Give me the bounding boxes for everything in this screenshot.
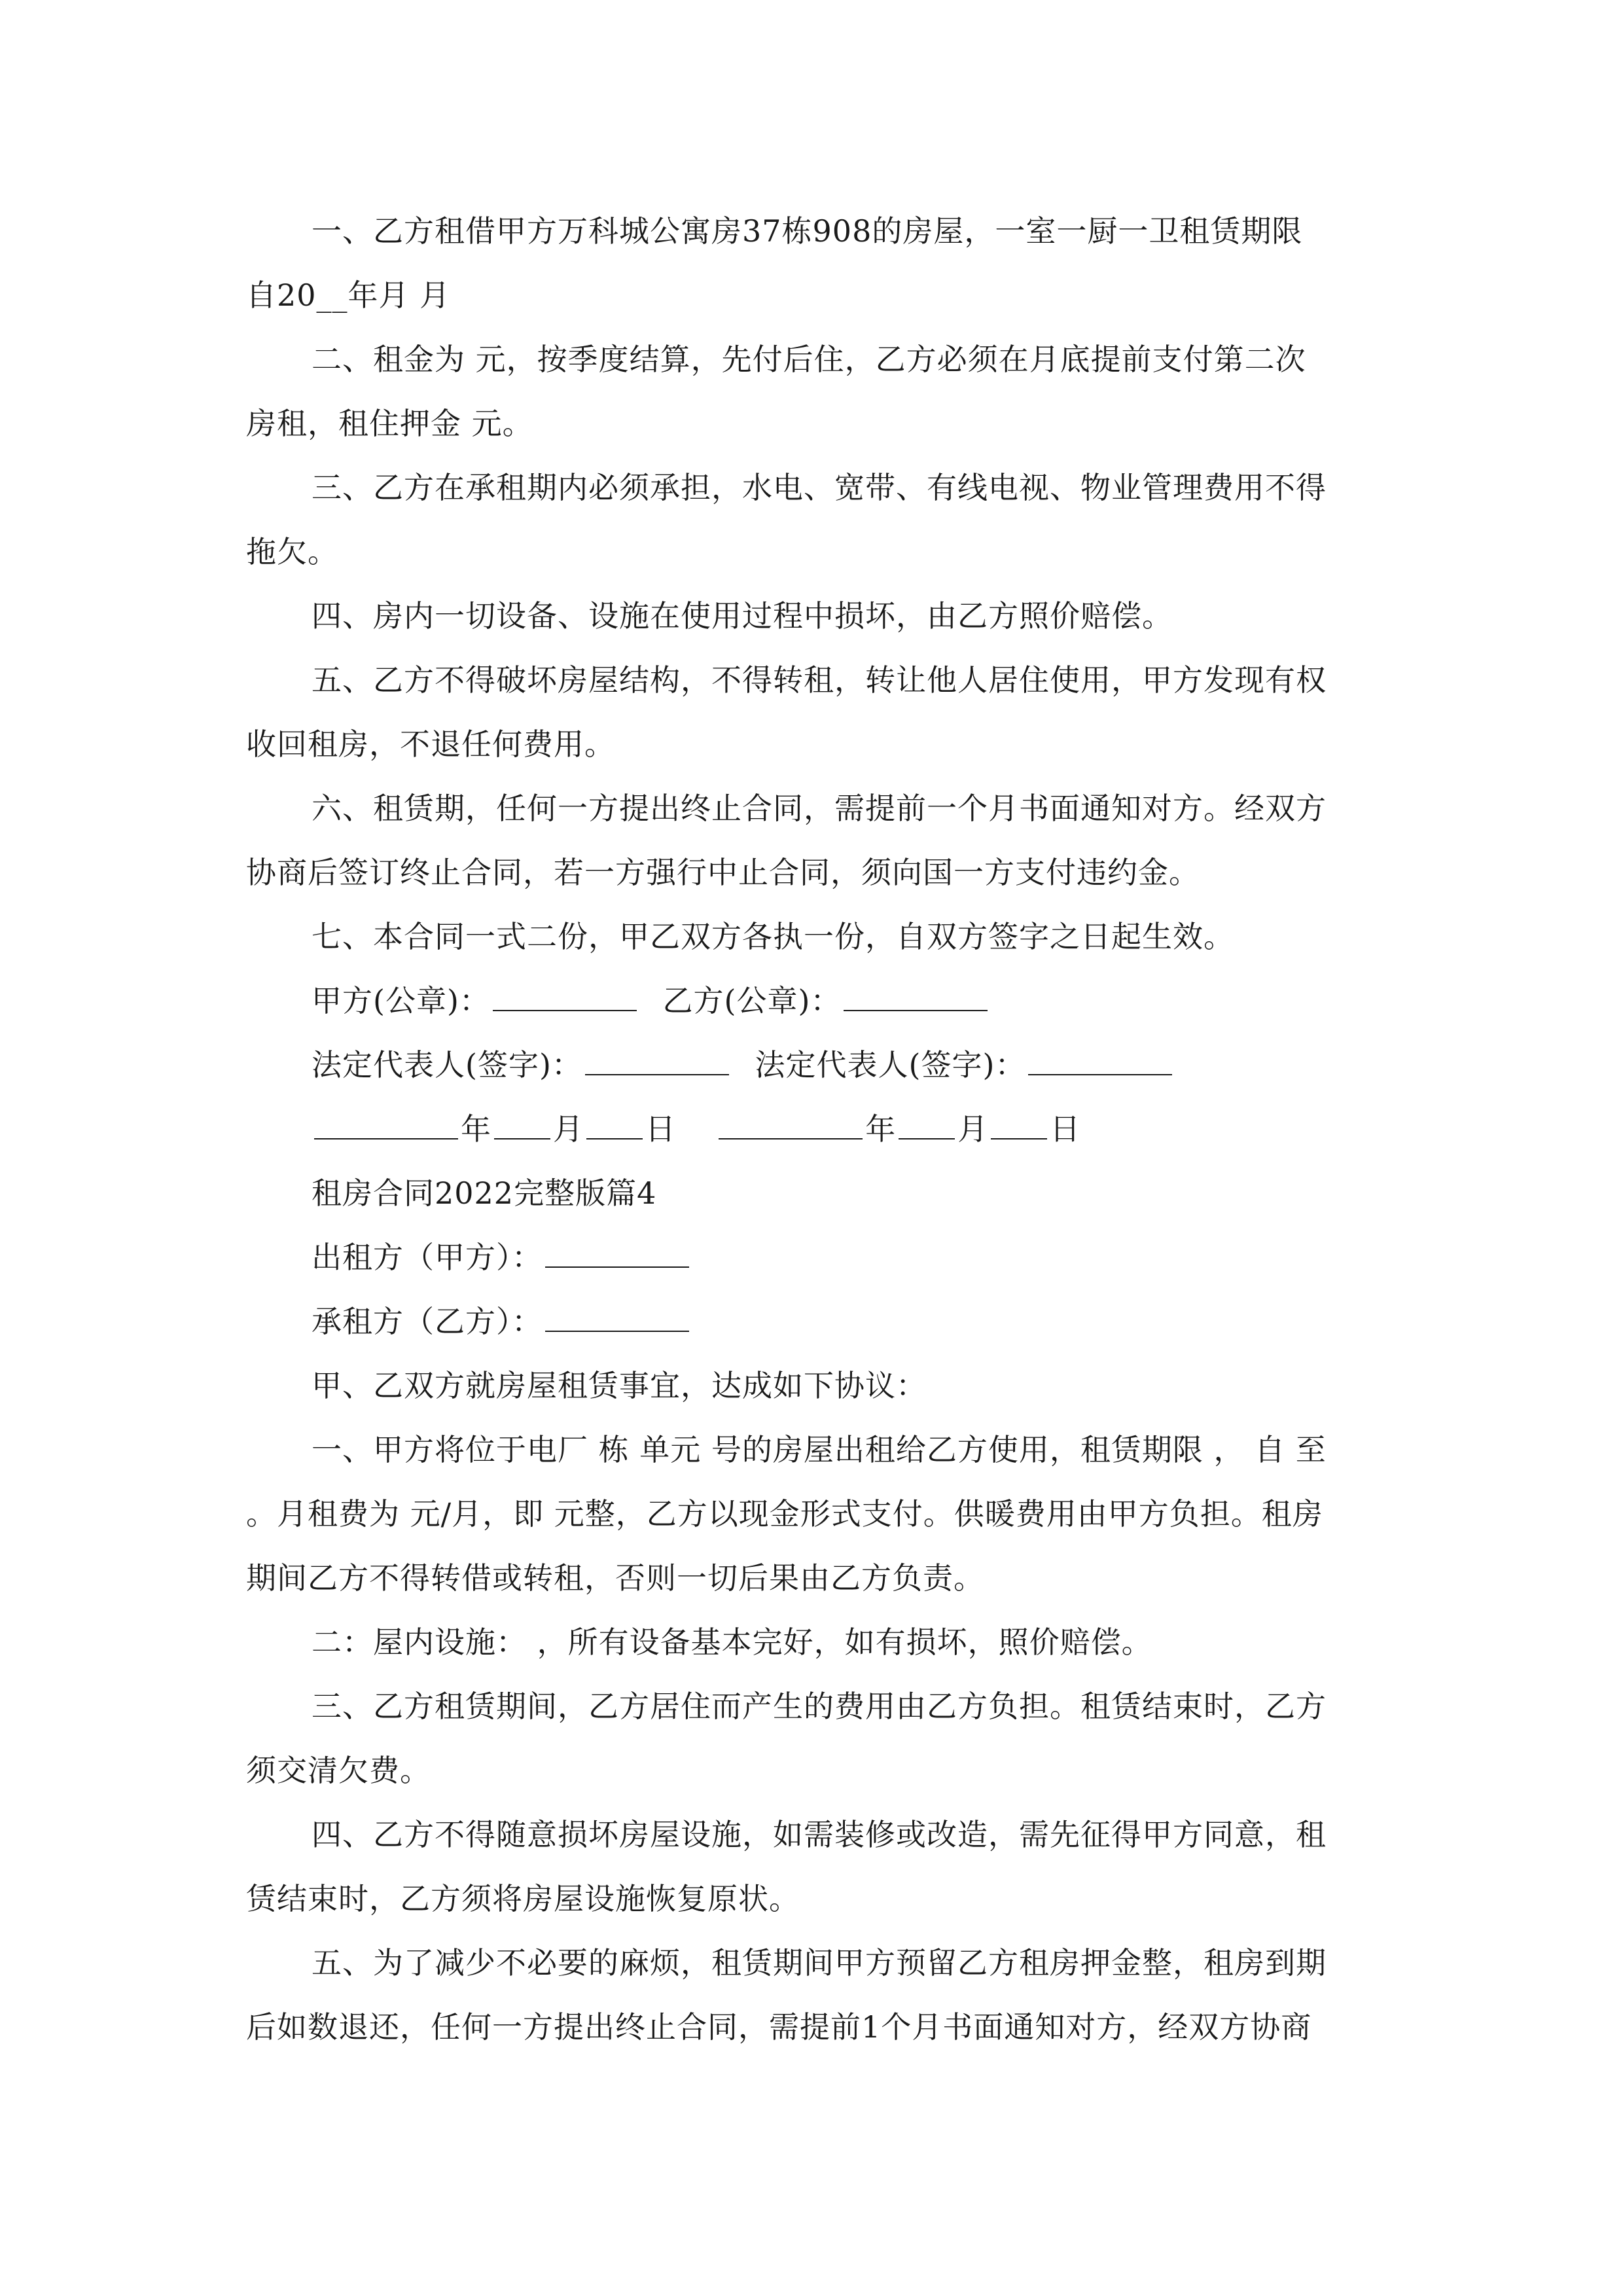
clause-line: 一、甲方将位于电厂 栋 单元 号的房屋出租给乙方使用，租赁期限 ， 自 至: [312, 1432, 1327, 1467]
clause-line: 三、乙方租赁期间，乙方居住而产生的费用由乙方负担。租赁结束时，乙方: [312, 1689, 1327, 1724]
clause-line: 须交清欠费。: [246, 1753, 431, 1788]
clause-line: 甲、乙双方就房屋租赁事宜，达成如下协议：: [312, 1368, 927, 1403]
representative-line: [246, 1033, 1378, 1097]
clause-line: 五、为了减少不必要的麻烦，租赁期间甲方预留乙方租房押金整，租房到期: [312, 1945, 1327, 1981]
clause-line: 一、乙方租借甲方万科城公寓房37栋908的房屋，一室一厨一卫租赁期限: [312, 213, 1303, 249]
party-b-seal-label: 乙方(公章)：: [662, 983, 842, 1018]
clause-line: 。月租费为 元/月，即 元整，乙方以现金形式支付。供暖费用由甲方负担。租房: [246, 1496, 1323, 1532]
lessor-label: 出租方（甲方）：: [312, 1240, 543, 1275]
year-a-label: 年: [461, 1111, 491, 1147]
year-b-label: 年: [865, 1111, 897, 1147]
lessee-label: 承租方（乙方）：: [312, 1304, 543, 1339]
day-a-blank: [586, 1112, 643, 1139]
clause-line: 拖欠。: [246, 534, 338, 569]
clause-line: 三、乙方在承租期内必须承担，水电、宽带、有线电视、物业管理费用不得: [312, 470, 1327, 505]
lessor-blank: [545, 1240, 689, 1268]
clause-line: 二：屋内设施： ，所有设备基本完好，如有损坏，照价赔偿。: [312, 1624, 1152, 1660]
month-b-label: 月: [957, 1111, 989, 1147]
clause-line: 房租，租住押金 元。: [246, 406, 533, 441]
party-b-seal-blank: [844, 984, 988, 1011]
clause-line: 二、租金为 元，按季度结算，先付后住，乙方必须在月底提前支付第二次: [312, 342, 1306, 377]
year-a-blank: [314, 1112, 458, 1139]
clause-line: 四、房内一切设备、设施在使用过程中损坏，由乙方照价赔偿。: [312, 598, 1173, 634]
rep-b-blank: [1028, 1048, 1172, 1075]
date-line: [246, 1097, 1378, 1161]
lessee-blank: [545, 1304, 689, 1332]
day-b-blank: [991, 1112, 1047, 1139]
clause-line: 后如数退还，任何一方提出终止合同，需提前1个月书面通知对方，经双方协商: [246, 2009, 1312, 2045]
clause-line: 六、租赁期，任何一方提出终止合同，需提前一个月书面通知对方。经双方: [312, 791, 1327, 826]
rep-a-label: 法定代表人(签字)：: [312, 1047, 582, 1083]
party-a-seal-label: 甲方(公章)：: [312, 983, 490, 1018]
clause-line: 自20__年月 月: [246, 278, 451, 313]
contract-page: [246, 199, 1378, 2059]
section-title: 租房合同2022完整版篇4: [312, 1175, 657, 1211]
clause-line: 四、乙方不得随意损坏房屋设施，如需装修或改造，需先征得甲方同意，租: [312, 1817, 1327, 1852]
lessee-line: [246, 1289, 1378, 1354]
clause-line: 收回租房，不退任何费用。: [246, 726, 615, 762]
month-a-label: 月: [553, 1111, 584, 1147]
clause-line: 五、乙方不得破坏房屋结构，不得转租，转让他人居住使用，甲方发现有权: [312, 662, 1327, 698]
lessor-line: [246, 1225, 1378, 1289]
month-b-blank: [899, 1112, 955, 1139]
clause-line: 协商后签订终止合同，若一方强行中止合同，须向国一方支付违约金。: [246, 855, 1200, 890]
day-a-label: 日: [645, 1111, 676, 1147]
clause-line: 期间乙方不得转借或转租，否则一切后果由乙方负责。: [246, 1560, 984, 1596]
rep-a-blank: [585, 1048, 729, 1075]
month-a-blank: [494, 1112, 550, 1139]
seal-line: [246, 969, 1378, 1033]
clause-line: 赁结束时，乙方须将房屋设施恢复原状。: [246, 1881, 800, 1916]
rep-b-label: 法定代表人(签字)：: [755, 1047, 1026, 1083]
clause-line: 七、本合同一式二份，甲乙双方各执一份，自双方签字之日起生效。: [312, 919, 1234, 954]
day-b-label: 日: [1050, 1111, 1081, 1147]
party-a-seal-blank: [493, 984, 637, 1011]
year-b-blank: [719, 1112, 863, 1139]
